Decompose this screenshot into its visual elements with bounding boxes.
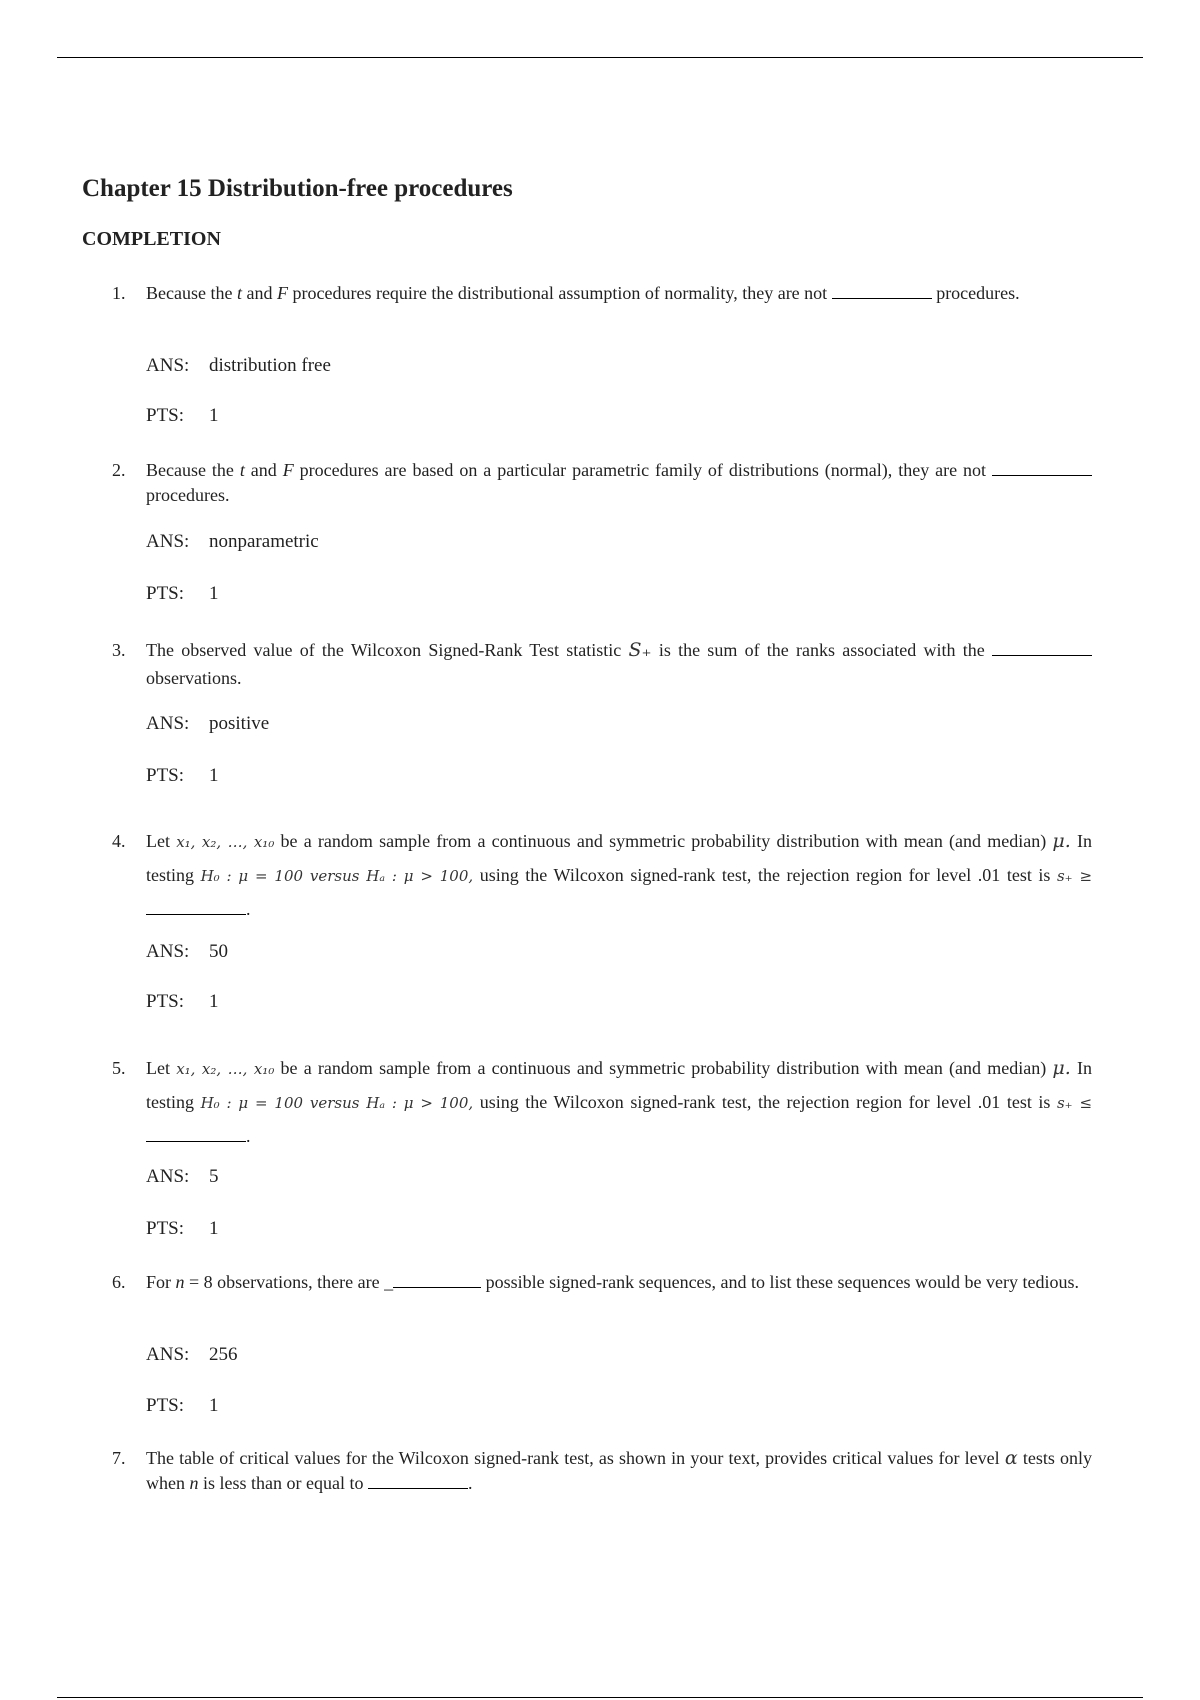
answer [146, 713, 269, 735]
math-sample: x₁, x₂, …, x₁₀ [176, 1060, 275, 1078]
math-n: n [175, 1272, 185, 1292]
question-number: 6. [112, 1272, 126, 1292]
pts-value: 1 [209, 991, 219, 1012]
question-number: 2. [112, 460, 126, 480]
math-f: F [282, 460, 294, 480]
answer-blank [393, 1273, 481, 1288]
chapter-title: Chapter 15 Distribution-free procedures [82, 175, 513, 202]
bottom-rule [57, 1697, 1143, 1698]
points [146, 1218, 219, 1240]
pts-label: PTS: [146, 583, 185, 604]
text: Let [146, 1058, 177, 1078]
text: is less than or equal to [198, 1473, 368, 1493]
text: . [246, 899, 251, 919]
text: = 8 observations, there are _ [184, 1272, 394, 1292]
text: be a random sample from a continuous and symmetric probability distribution with mean (and median) [274, 831, 1053, 851]
ans-value: positive [209, 713, 270, 734]
math-t: t [239, 460, 245, 480]
text: possible signed-rank sequences, and to list these sequences would be very tedious. [485, 1272, 1079, 1292]
question-4 [112, 825, 1092, 926]
answer-blank [368, 1474, 468, 1489]
math-n: n [189, 1473, 199, 1493]
question-1 [112, 281, 1092, 306]
answer-blank [832, 284, 932, 299]
text: and [244, 460, 283, 480]
pts-label: PTS: [146, 765, 185, 786]
math-t: t [236, 283, 242, 303]
text: In testing [146, 831, 1092, 885]
ans-label: ANS: [146, 1166, 190, 1187]
pts-label: PTS: [146, 405, 185, 426]
text: Let [146, 831, 177, 851]
text: In testing [146, 1058, 1092, 1112]
ans-label: ANS: [146, 941, 190, 962]
text: observations. [146, 668, 242, 688]
text: The observed value of the Wilcoxon Signed-Rank Test statistic [146, 640, 629, 660]
ans-label: ANS: [146, 355, 190, 376]
pts-label: PTS: [146, 1395, 185, 1416]
pts-value: 1 [209, 1218, 219, 1239]
points [146, 991, 219, 1013]
text: The table of critical values for the Wilcoxon signed-rank test, as shown in your text, provides critical values for level [146, 1448, 1005, 1468]
answer [146, 531, 319, 553]
answer [146, 941, 228, 963]
question-number: 4. [112, 831, 126, 851]
pts-value: 1 [209, 1395, 219, 1416]
answer-blank [146, 1127, 246, 1142]
question-number: 7. [112, 1448, 126, 1468]
answer [146, 1344, 238, 1366]
pts-label: PTS: [146, 1218, 185, 1239]
question-6 [112, 1270, 1092, 1295]
answer [146, 355, 331, 377]
text: procedures are based on a particular parametric family of distributions (normal), they are not [293, 460, 992, 480]
text: . [467, 1473, 473, 1493]
question-number: 5. [112, 1058, 126, 1078]
ans-value: nonparametric [209, 531, 319, 552]
answer-blank [992, 641, 1092, 656]
question-5 [112, 1052, 1092, 1153]
text: Because the [146, 460, 240, 480]
ans-label: ANS: [146, 531, 190, 552]
question-number: 1. [112, 283, 126, 303]
question-3 [112, 636, 1092, 692]
text: procedures require the distributional assumption of normality, they are not [287, 283, 832, 303]
ans-label: ANS: [146, 1344, 190, 1365]
question-number: 3. [112, 640, 126, 660]
ans-label: ANS: [146, 713, 190, 734]
math-f: F [276, 283, 288, 303]
text: procedures. [936, 283, 1020, 303]
points [146, 405, 219, 427]
pts-label: PTS: [146, 991, 185, 1012]
text: . [246, 1126, 251, 1146]
math-s-plus: S₊ [628, 639, 652, 661]
answer-blank [992, 461, 1092, 476]
section-heading: COMPLETION [82, 228, 221, 250]
text: using the Wilcoxon signed-rank test, the rejection region for level .01 test is [473, 865, 1057, 885]
answer-blank [146, 900, 246, 915]
ans-value: 256 [209, 1344, 238, 1365]
text: For [146, 1272, 176, 1292]
answer [146, 1166, 219, 1188]
math-hypotheses: H₀ : μ = 100 versus Hₐ : μ > 100, [200, 867, 474, 885]
math-mu: μ. [1052, 1057, 1071, 1079]
pts-value: 1 [209, 583, 219, 604]
pts-value: 1 [209, 765, 219, 786]
points [146, 583, 219, 605]
text: and [241, 283, 277, 303]
math-s-plus: s₊ ≤ [1056, 1094, 1093, 1112]
text: is the sum of the ranks associated with the [651, 640, 992, 660]
ans-value: 5 [209, 1166, 219, 1187]
points [146, 1395, 219, 1417]
text: using the Wilcoxon signed-rank test, the rejection region for level .01 test is [473, 1092, 1057, 1112]
math-sample: x₁, x₂, …, x₁₀ [176, 833, 275, 851]
ans-value: distribution free [209, 355, 331, 376]
points [146, 765, 219, 787]
text: tests only when [146, 1448, 1092, 1493]
pts-value: 1 [209, 405, 219, 426]
ans-value: 50 [209, 941, 228, 962]
text: Because the [146, 283, 237, 303]
question-2 [112, 458, 1092, 508]
math-s-plus: s₊ ≥ [1056, 867, 1093, 885]
question-7 [112, 1446, 1092, 1496]
text: procedures. [146, 485, 230, 505]
math-alpha: α [1004, 1447, 1018, 1469]
text: be a random sample from a continuous and symmetric probability distribution with mean (and median) [274, 1058, 1053, 1078]
math-hypotheses: H₀ : μ = 100 versus Hₐ : μ > 100, [200, 1094, 474, 1112]
math-mu: μ. [1052, 830, 1071, 852]
top-rule [57, 57, 1143, 58]
